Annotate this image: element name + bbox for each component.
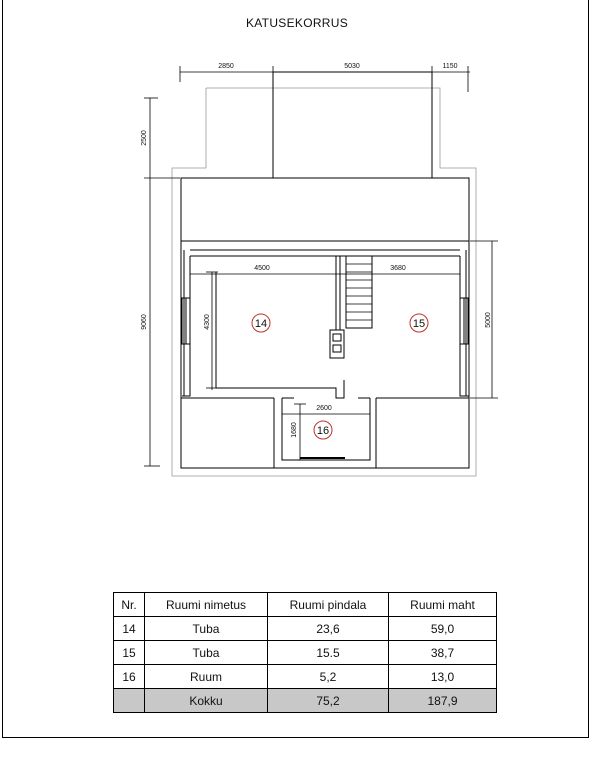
cell-name: Ruum: [145, 665, 268, 689]
table-row: [114, 617, 497, 641]
header-area: Ruumi pindala: [268, 593, 389, 617]
table-header-row: [114, 593, 497, 617]
dim-room15-width: 3680: [390, 265, 406, 272]
header-nr: Nr.: [114, 593, 145, 617]
plan-title: KATUSEKORRUS: [245, 16, 349, 30]
dim-room14-height: 4300: [204, 314, 211, 330]
header-volume: Ruumi maht: [389, 593, 497, 617]
cell-name: Tuba: [145, 641, 268, 665]
cell-nr: 16: [114, 665, 145, 689]
dim-left-main: 9060: [141, 314, 148, 330]
cell-volume: 59,0: [389, 617, 497, 641]
cell-area: 23,6: [268, 617, 389, 641]
cell-area: 5,2: [268, 665, 389, 689]
room-15-label: 15: [412, 318, 426, 330]
dim-top-3: 1150: [442, 63, 458, 70]
cell-name: Tuba: [145, 617, 268, 641]
cell-total-volume: 187,9: [389, 689, 497, 713]
room-16-label: 16: [316, 425, 330, 437]
dim-room16-height: 1680: [291, 422, 298, 438]
dim-top-1: 2850: [218, 63, 234, 70]
table-total-row: [114, 689, 497, 713]
cell-area: 15.5: [268, 641, 389, 665]
room-14-label: 14: [254, 318, 268, 330]
dim-room14-width: 4500: [254, 265, 270, 272]
cell-nr: 14: [114, 617, 145, 641]
staircase: [346, 256, 372, 328]
dim-left-top: 2500: [141, 130, 148, 146]
header-name: Ruumi nimetus: [145, 593, 268, 617]
dim-top-2: 5030: [344, 63, 360, 70]
cell-total-area: 75,2: [268, 689, 389, 713]
table-row: [114, 665, 497, 689]
cell-total-empty: [114, 689, 145, 713]
cell-volume: 38,7: [389, 641, 497, 665]
cell-volume: 13,0: [389, 665, 497, 689]
cell-total-label: Kokku: [145, 689, 268, 713]
dim-right: 5000: [485, 312, 492, 328]
room-table: [113, 592, 497, 713]
table-row: [114, 641, 497, 665]
cell-nr: 15: [114, 641, 145, 665]
page-frame-bottom: [2, 737, 589, 738]
dim-room16-width: 2600: [316, 405, 332, 412]
roof-outline: [172, 88, 476, 476]
